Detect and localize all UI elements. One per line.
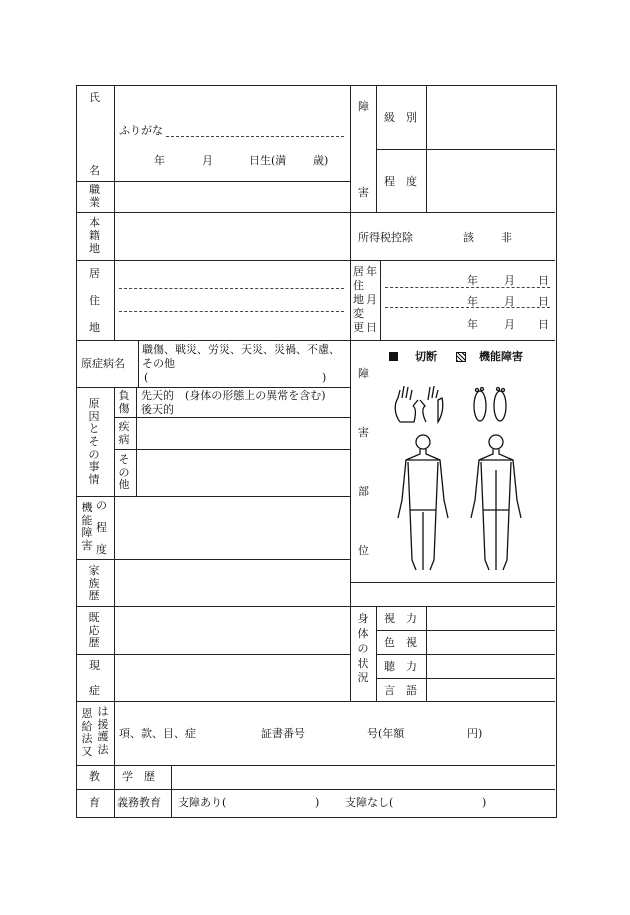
rule <box>380 260 381 341</box>
rule <box>376 85 377 213</box>
rule <box>114 701 115 817</box>
tax-not-applicable: 非 <box>501 231 512 244</box>
rule <box>114 85 115 341</box>
function-legend-square <box>456 352 466 362</box>
change-month: 月 <box>504 318 515 331</box>
family-history-label: 家族歴 <box>88 564 100 603</box>
rule <box>136 387 137 497</box>
name-label-top: 氏 <box>89 91 100 104</box>
degree-label: 程 度 <box>384 175 417 188</box>
without-obstacle-close: ) <box>482 796 487 809</box>
disease-options-2: その他 <box>142 357 175 370</box>
residence-change-col1: 更 <box>353 321 364 334</box>
rule <box>426 85 427 213</box>
domicile-label-3: 地 <box>89 242 100 255</box>
residence-label-2: 住 <box>89 294 100 307</box>
paren-open: ( <box>144 371 149 384</box>
rule <box>114 496 115 702</box>
protection-label-1: 恩給法又 <box>81 707 93 758</box>
disability-label-top: 障 <box>358 100 369 113</box>
domicile-label-2: 籍 <box>89 229 100 242</box>
present-label-1: 現 <box>89 659 100 672</box>
residence-change-col1: 変 <box>353 307 364 320</box>
name-label-bottom: 名 <box>89 164 100 177</box>
birth-month: 月 <box>202 154 213 167</box>
other-label: その他 <box>118 453 130 492</box>
furigana-line <box>166 136 344 137</box>
residence-change-col2: 日 <box>366 321 377 334</box>
yen-label: 円) <box>467 727 483 740</box>
domicile-label-1: 本 <box>89 216 100 229</box>
status-vision: 視 力 <box>384 612 417 625</box>
residence-change-col1: 居 <box>353 265 364 278</box>
rule <box>376 149 555 150</box>
change-month: 月 <box>504 274 515 287</box>
rule <box>76 340 555 341</box>
residence-label-1: 居 <box>89 267 100 280</box>
rule <box>76 260 555 261</box>
illness-label: 疾病 <box>118 420 130 446</box>
rule <box>376 678 555 679</box>
education-label-1: 教 <box>89 770 100 783</box>
change-year: 年 <box>467 318 478 331</box>
without-obstacle: 支障なし( <box>345 796 394 809</box>
rule <box>376 630 555 631</box>
injury-congenital: 先天的 (身体の形態上の異常を含む) <box>141 389 326 402</box>
legend-cut: 切断 <box>415 350 437 363</box>
body-site-label: 位 <box>358 544 369 557</box>
rule <box>76 559 350 560</box>
function-degree-tei: 程 <box>96 521 107 534</box>
body-status-label: 身体の状況 <box>357 612 369 685</box>
rule <box>76 765 555 766</box>
paren-close: ) <box>322 371 327 384</box>
rule <box>171 765 172 817</box>
education-label-2: 育 <box>89 796 100 809</box>
rule <box>350 582 555 583</box>
change-day: 日 <box>538 295 549 308</box>
residence-change-col1: 地 <box>353 293 364 306</box>
change-year: 年 <box>467 295 478 308</box>
status-hearing: 聴 力 <box>384 660 417 673</box>
rule <box>76 654 350 655</box>
rule <box>76 606 555 607</box>
certificate-label: 証書番号 <box>261 727 305 740</box>
rule <box>76 387 350 388</box>
status-speech: 言 語 <box>384 684 417 697</box>
injury-label: 負傷 <box>118 389 130 415</box>
body-site-label: 害 <box>358 426 369 439</box>
body-site-label: 部 <box>358 485 369 498</box>
cut-legend-square <box>389 352 398 361</box>
compulsory-label: 義務教育 <box>117 796 161 809</box>
residence-label-3: 地 <box>89 321 100 334</box>
protection-item: 項、款、目、症 <box>119 727 196 740</box>
present-label-2: 症 <box>89 684 100 697</box>
circumstances-label: 原因とその事情 <box>88 397 100 486</box>
disease-name-label: 原症病名 <box>81 357 125 370</box>
birth-year: 年 <box>154 154 165 167</box>
body-diagram-icon <box>380 380 550 580</box>
body-site-label: 障 <box>358 367 369 380</box>
status-color-vision: 色 視 <box>384 636 417 649</box>
residence-change-col2: 月 <box>366 293 377 306</box>
rule <box>138 340 139 387</box>
rule <box>114 417 350 418</box>
change-month: 月 <box>504 295 515 308</box>
number-annual: 号(年額 <box>367 727 405 740</box>
rule <box>76 496 350 497</box>
legend-function: 機能障害 <box>479 350 523 363</box>
residence-change-col1: 住 <box>353 279 364 292</box>
birth-day-age: 日生(満 <box>249 154 287 167</box>
rule <box>426 606 427 702</box>
rule <box>76 212 555 213</box>
rule <box>76 701 555 702</box>
with-obstacle: 支障あり( <box>178 796 227 809</box>
change-line-1 <box>385 287 550 288</box>
residence-change-col2: 年 <box>366 265 377 278</box>
injury-acquired: 後天的 <box>141 403 174 416</box>
occupation-label-2: 業 <box>89 196 100 209</box>
function-degree-label: 機能障害 <box>81 501 93 552</box>
rule <box>114 387 115 497</box>
rule <box>114 449 350 450</box>
residence-line-2 <box>119 311 344 312</box>
tax-label: 所得税控除 <box>358 231 413 244</box>
disease-options-1: 職傷、戦災、労災、天災、災禍、不慮、 <box>142 343 340 356</box>
change-year: 年 <box>467 274 478 287</box>
rule <box>376 654 555 655</box>
change-day: 日 <box>538 274 549 287</box>
occupation-label-1: 職 <box>89 183 100 196</box>
furigana-label: ふりがな <box>119 124 163 137</box>
rule <box>350 85 351 702</box>
change-day: 日 <box>538 318 549 331</box>
disability-label-bottom: 害 <box>358 186 369 199</box>
rule <box>76 789 555 790</box>
with-obstacle-close: ) <box>315 796 320 809</box>
residence-line-1 <box>119 288 344 289</box>
function-degree-no: の <box>96 499 107 512</box>
rule <box>376 606 377 702</box>
past-history-label: 既応歴 <box>88 611 100 650</box>
grade-label: 級 別 <box>384 111 417 124</box>
protection-label-2: は援護法 <box>97 705 109 756</box>
tax-applicable: 該 <box>463 231 474 244</box>
rule <box>76 181 350 182</box>
function-degree-do: 度 <box>96 543 107 556</box>
age-suffix: 歳) <box>313 154 329 167</box>
education-history-label: 学 歴 <box>122 770 155 783</box>
